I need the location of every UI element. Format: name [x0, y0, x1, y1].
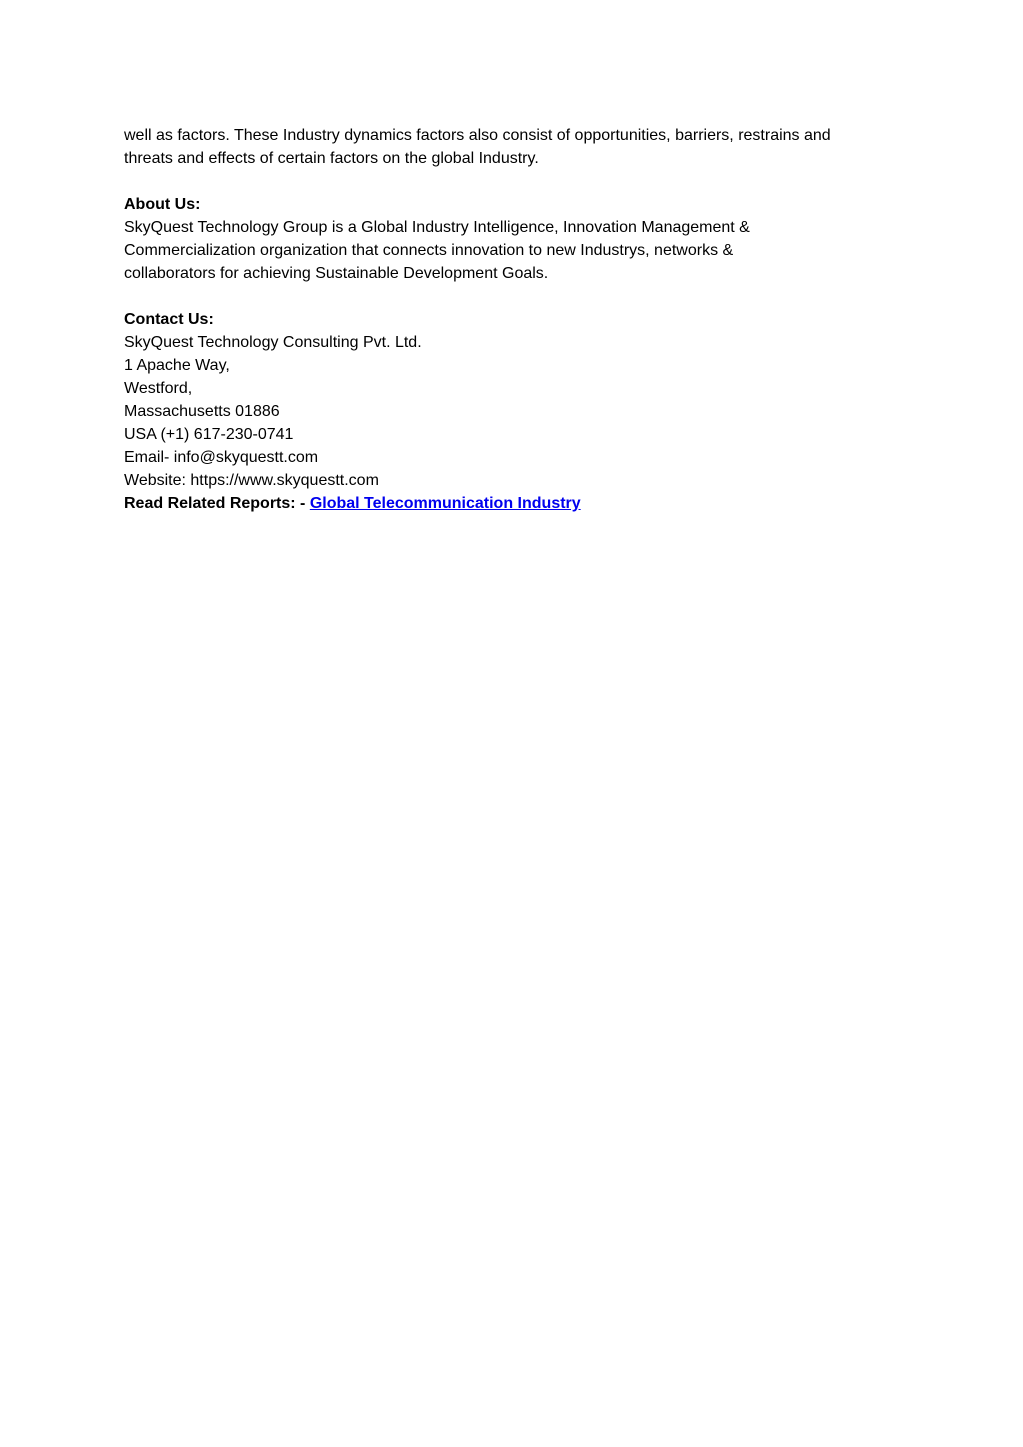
- related-report-link[interactable]: Global Telecommunication Industry: [309, 495, 581, 512]
- document-page: [124, 124, 914, 515]
- about-heading: About Us:: [124, 196, 201, 213]
- about-line: SkyQuest Technology Group is a Global Industry Intelligence, Innovation Management &: [124, 219, 750, 236]
- related-reports-label: Read Related Reports: -: [124, 495, 310, 512]
- intro-line: threats and effects of certain factors on the global Industry.: [124, 150, 539, 167]
- contact-heading: Contact Us:: [124, 311, 214, 328]
- contact-phone: USA (+1) 617-230-0741: [124, 426, 294, 443]
- contact-section: [124, 308, 914, 515]
- about-line: Commercialization organization that connects innovation to new Industrys, networks &: [124, 242, 734, 259]
- related-reports-line: [124, 492, 914, 515]
- contact-website: Website: https://www.skyquestt.com: [124, 472, 379, 489]
- intro-line: well as factors. These Industry dynamics factors also consist of opportunities, barriers, restrains and: [124, 127, 831, 144]
- paragraph-gap: [124, 285, 914, 308]
- contact-company: SkyQuest Technology Consulting Pvt. Ltd.: [124, 334, 422, 351]
- contact-state: Massachusetts 01886: [124, 403, 280, 420]
- contact-city: Westford,: [124, 380, 193, 397]
- paragraph-gap: [124, 170, 914, 193]
- about-line: collaborators for achieving Sustainable Development Goals.: [124, 265, 549, 282]
- intro-paragraph: [124, 124, 914, 170]
- contact-street: 1 Apache Way,: [124, 357, 230, 374]
- about-section: [124, 193, 914, 285]
- contact-email: Email- info@skyquestt.com: [124, 449, 319, 466]
